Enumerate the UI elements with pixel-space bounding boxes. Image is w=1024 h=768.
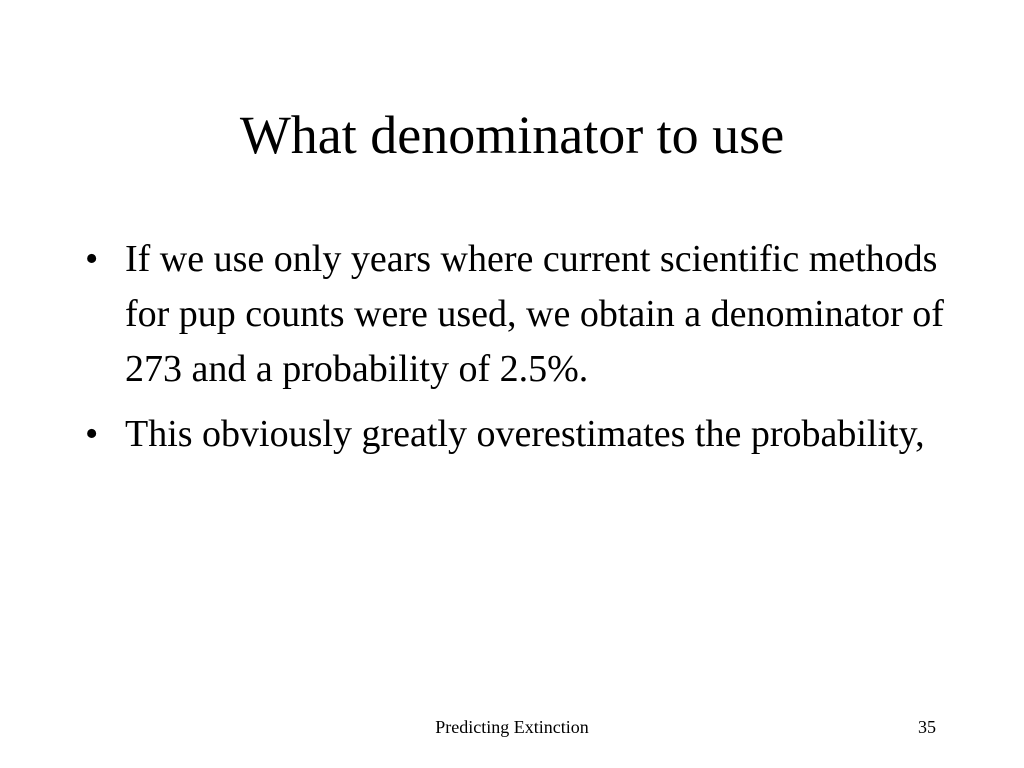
- bullet-item: [85, 232, 955, 397]
- bullet-list: [85, 232, 955, 472]
- bullet-item: [85, 407, 955, 462]
- bullet-text: This obviously greatly overestimates the probability,: [125, 413, 925, 455]
- footer-title: Predicting Extinction: [435, 717, 589, 737]
- bullet-marker-icon: •: [85, 413, 99, 455]
- slide-title: What denominator to use: [239, 105, 785, 165]
- bullet-marker-icon: •: [85, 238, 99, 280]
- bullet-text: If we use only years where current scientific methods for pup counts were used, we obtain a denominator of 273 and a probability of 2.5%.: [125, 238, 944, 390]
- page-number: 35: [918, 717, 936, 737]
